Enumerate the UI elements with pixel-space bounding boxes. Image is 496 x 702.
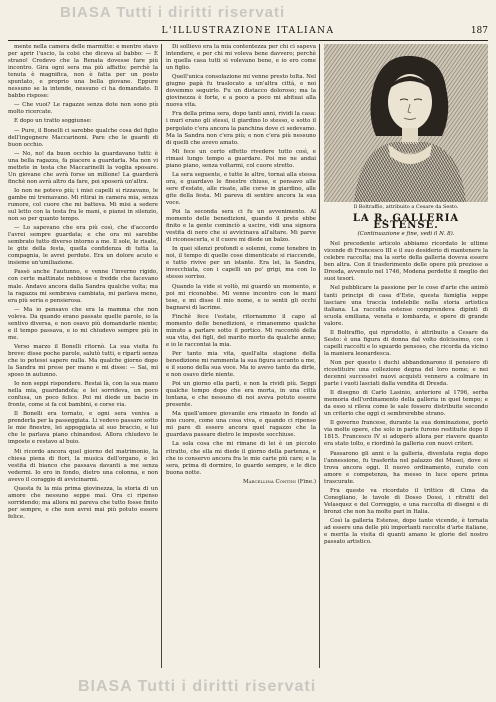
paragraph: Di sollievo era la mia contentezza per chi ci sapeva intendere, e per chi mi voleva bene davvero; perchè in quella casa tutti si volevano bene, e io ero come un figlio.: [166, 44, 316, 72]
end-mark: (Fine.): [297, 478, 316, 485]
paragraph: Così la galleria Estense, dopo tante vicende, è tornata ad essere una delle più importanti raccolte d'arte italiane, e merita la visita di quanti amano le glorie del nostro passato artistico.: [324, 517, 488, 546]
paragraph: mente nella camera delle marmitte: e mentre stavo per aprir l'uscio, la colsi che diceva al babbo: — È strano! Credevo che la Renata dovesse fare più incontro. Gira ogni sera ma più affatto: perchè la tenuta è magnifica, non è fatta per un posto spuntato, e proprio una bella giovane. Eppure nessuno se la intende, nessuno ci ha domandato. Il babbo rispose:: [8, 44, 158, 100]
paragraph: Nel pubblicare la passione per le cose d'arte che animò tanti principi di casa d'Este, questa famiglia seppe lasciare una traccia indelebile nella storia artistica italiana. La raccolta estense comprendeva dipinti di scuola emiliana, veneta e lombarda, e opere di grande valore.: [324, 285, 488, 327]
column-divider-left: [161, 44, 162, 668]
paragraph: La sola cosa che mi rimane di lei è un piccolo ritratto, che ella mi diede il giorno della partenza, e che io conservo ancora fra le mie carte più care; e la sera, prima di dormire, lo guardo sempre, e le dico buona notte.: [166, 441, 316, 476]
portrait-engraving: [324, 44, 488, 202]
paragraph: Mi ricordo ancora quel giorno del matrimonio, la chiesa piena di fiori, la musica dell'organo, e lei vestita di bianco che passava davanti a me senza vedermi. Io ero in fondo, dietro una colonna, e non avevo il coraggio di avvicinarmi.: [8, 448, 158, 483]
figure-caption: Il Boltraffio, attribuito a Cesare da Sesto.: [353, 204, 459, 210]
author-name: Marcellina Contini: [242, 478, 296, 485]
paragraph: Il governo francese, durante la sua dominazione, portò via molte opere, che solo in parte furono restituite dopo il 1815. Francesco IV si adoperò allora per riavere quanto era stato tolto, e riordinò la galleria con nuovi criteri.: [324, 420, 488, 448]
watermark-bottom: BIASA Tutti i diritti riservati: [78, 678, 317, 695]
publication-title: L'ILLUSTRAZIONE ITALIANA: [161, 26, 335, 36]
paragraph: Per tanto mia vita, quell'alta stagione della benedizione mi rammenta la sua figura accanto a me, e il suono della sua voce. Ma io avevo tanto da dirle, e non osavo dirle niente.: [166, 350, 316, 379]
article-title: LA R. GALLERIA ESTENSE.: [352, 213, 460, 232]
paragraph: Non per questo i duchi abbandonarono il pensiero di ricostituire una collezione degna del loro nome; e nei decenni successivi nuovi acquisti vennero a colmare in parte i vuoti lasciati dalla vendita di Dresda.: [324, 359, 488, 388]
paragraph: Il Bonelli era tornato, e ogni sera veniva a prenderla per la passeggiata. Li vedevo passare sotto le mie finestre, lei appoggiata al suo braccio, e lui che le parlava piano chinandosi. Allora chiudevo le imposte e restavo al buio.: [8, 411, 158, 446]
paragraph: — No, no! da buon occhio la guardavano tutti: è una bella ragazza, fa piacere a guardarla. Ma non vi mettete in testa che Maccarinelli la voglia sposare. Un giovane che avrà forse un milione! La guarderà finchè non avrà altro da fare, poi sposerà un'altra.: [8, 150, 158, 185]
paragraph: Io non seppi rispondere. Restai là, con la sua mano nella mia, guardandola; e lei sorrideva, un poco confusa, un poco felice. Poi mi diede un bacio in fronte, come si fa coi bambini, e corse via.: [8, 381, 158, 409]
paragraph: Questa fu la mia prima giovinezza, la storia di un amore che nessuno seppe mai. Ora ci ripenso sorridendo; ma allora mi pareva che tutto fosse finito per sempre, e che non avrei mai più potuto essere felice.: [8, 485, 158, 520]
middle-column: [166, 44, 316, 668]
portrait-illustration: [324, 44, 488, 202]
paragraph: Poi la seconda sera ci fu un avvenimento. Al momento delle benedizioni, quando il prete ebbe finito e la gente cominciò a uscire, vidi una signora vestita di nero che si avvicinava all'altare. Mi parve di riconoscerla, e il cuore mi diede un balzo.: [166, 209, 316, 244]
paragraph: Finchè fece l'estate, ritornammo il capo al momento delle benedizioni, e rimanemmo qualche minuto a parlare sotto il portico. Mi raccontò della sua vita, dei figli, del marito morto da qualche anno; e io le raccontai la mia.: [166, 313, 316, 348]
paragraph: Mi fece un certo effetto rivedere tutto così, e rimasi lungo tempo a guardare. Poi me ne andai piano piano, senza voltarmi, col cuore stretto.: [166, 148, 316, 169]
paragraph: Passarono gli anni e la galleria, diventata regia dopo l'annessione, fu trasferita nel palazzo dei Musei, dove si trova ancora oggi. Il nuovo ordinamento, curato con amore e competenza, ha messo in luce opere prima trascurate.: [324, 450, 488, 485]
right-column: [324, 44, 488, 668]
paragraph: Io non ne potevo più; i miei capelli si rizzavano, le gambe mi tremavano. Mi ritirai in camera mia, senza rumore, col cuore che mi batteva. Mi misi a sedere sul letto con la testa fra le mani, e piansi in silenzio, non so per quanto tempo.: [8, 187, 158, 223]
paragraph: Fra della prima sera, dopo tanti anni, rividi la casa: i muri erano gli stessi, il giardino lo stesso, e sotto il pergolato c'era ancora la panchina dove ci sedevamo. Ma la Sandra non c'era più; e non c'era più nessuno di quelli che avevo amato.: [166, 111, 316, 146]
column-divider-right: [319, 44, 320, 668]
paragraph: — Lo sapevano che era più così, che d'accordo l'avrei sempre guardata; e che ora mi sarebbe sembrato tutto diverso intorno a me. Il sole, le risate, le gite della festa, quella confidenza di tutta la compagnia, le avrei perdute. Era un dolore acuto e insieme un'umiliazione.: [8, 225, 158, 267]
page-number: 187: [470, 26, 488, 36]
paragraph: Quell'unica consolazione mi venne presto tolta. Nel giugno papà fu traslocato a un'altra città, e noi dovemmo seguirlo. Fu un distacco doloroso; ma la giovinezza è forte, e a poco a poco mi abituai alla nuova vita.: [166, 74, 316, 109]
left-column: [8, 44, 158, 668]
paragraph: Quando la vide si voltò, mi guardò un momento, e poi mi riconobbe. Mi venne incontro con le mani tese, e mi disse il mio nome, e io sentii gli occhi bagnarsi di lacrime.: [166, 283, 316, 311]
paragraph: — Ma io pensavo che era la mamma che non voleva. Da quando erano passate quelle parole, io la sentivo diversa, e non osavo più domandarle niente; e il tempo passava, e io mi chiudevo sempre più in me.: [8, 306, 158, 341]
paragraph: — Pure, il Bonelli ci sarebbe qualche cosa del figlio dell'ingegnere Maccarinoni. Pare che le guardi di buon occhio.: [8, 127, 158, 148]
paragraph: Verso marzo il Bonelli ritornò. La sua visita fu breve: disse poche parole, salutò tutti, e ripartì senza che io potessi sapere nulla. Ma qualche giorno dopo la Sandra mi prese per mano e mi disse: — Sai, mi sposo in autunno.: [8, 343, 158, 379]
watermark-top: BIASA Tutti i diritti riservati: [60, 4, 286, 21]
paragraph: Poi un giorno ella partì, e non la rividi più. Seppi qualche tempo dopo che era morta, in una città lontana, e che nessuno di noi aveva potuto essere presente.: [166, 381, 316, 409]
paragraph: Nel precedente articolo abbiamo ricordato le ultime vicende di Francesco III e il suo desiderio di mantenere la celebre raccolta; ma la sorte della galleria doveva essere ben altra. Con il trasferimento delle opere più preziose a Dresda, avvenuto nel 1746, Modena perdette il meglio dei suoi tesori.: [324, 241, 488, 283]
paragraph: E dopo un tratto soggiunse:: [14, 118, 92, 125]
paragraph: Il disegno di Carlo Lasinio, anteriore al 1796, serba memoria dell'ordinamento della galleria in quel tempo; e da esso si rileva come le sale fossero distribuite secondo un criterio che oggi ci sembrerebbe strano.: [324, 390, 488, 418]
signature: [166, 479, 316, 486]
paragraph: — Che vuoi? Le ragazze senza dote non sono più molto ricercate.: [8, 102, 158, 116]
paragraph: La sera seguente, e tutte le altre, tornai alla stessa ora, e guardavo le finestre chiuse, e pensavo alle sere d'estate, alle risate, alle corse in giardino, alle gite della festa. Mi pareva di sentire ancora la sua voce.: [166, 171, 316, 206]
paragraph: Fra queste va ricordato il trittico di Cima da Conegliano, le tavole di Dosso Dossi, i ritratti del Velasquez e del Correggio, e una raccolta di disegni e di bronzi che non ha molte pari in Italia.: [324, 487, 488, 515]
paragraph: In quei silenzi profondi e solenni, come tenebre in noi, il tempo di quelle cose dimenticate si riaccende, e tutto rivive per un istante. Era lei, la Sandra, invecchiata, con i capelli un po' grigi, ma con lo stesso sorriso.: [166, 246, 316, 281]
paragraph: Passò anche l'autunno, e venne l'inverno rigido, con certe mattinate nebbiose e fredde che facevano male. Andavo ancora dalla Sandra qualche volta; ma la ragazza mi sembrava cambiata, mi parlava meno, era più seria e pensierosa.: [8, 269, 158, 304]
article-subtitle: (Continuazione e fine, vedi il N. 8).: [357, 231, 455, 238]
paragraph: Ma quell'amore giovanile era rimasto in fondo al mio cuore, come una cosa viva, e quando ci ripenso mi pare di essere ancora quel ragazzo che la guardava passare dietro le imposte socchiuse.: [166, 411, 316, 439]
paragraph: Il Boltraffio, qui riprodotto, è attribuito a Cesare da Sesto: è una figura di donna dal volto dolcissimo, con i capelli raccolti e lo sguardo pensoso, che ricorda da vicino la maniera leonardesca.: [324, 329, 488, 357]
running-head: [8, 26, 488, 41]
